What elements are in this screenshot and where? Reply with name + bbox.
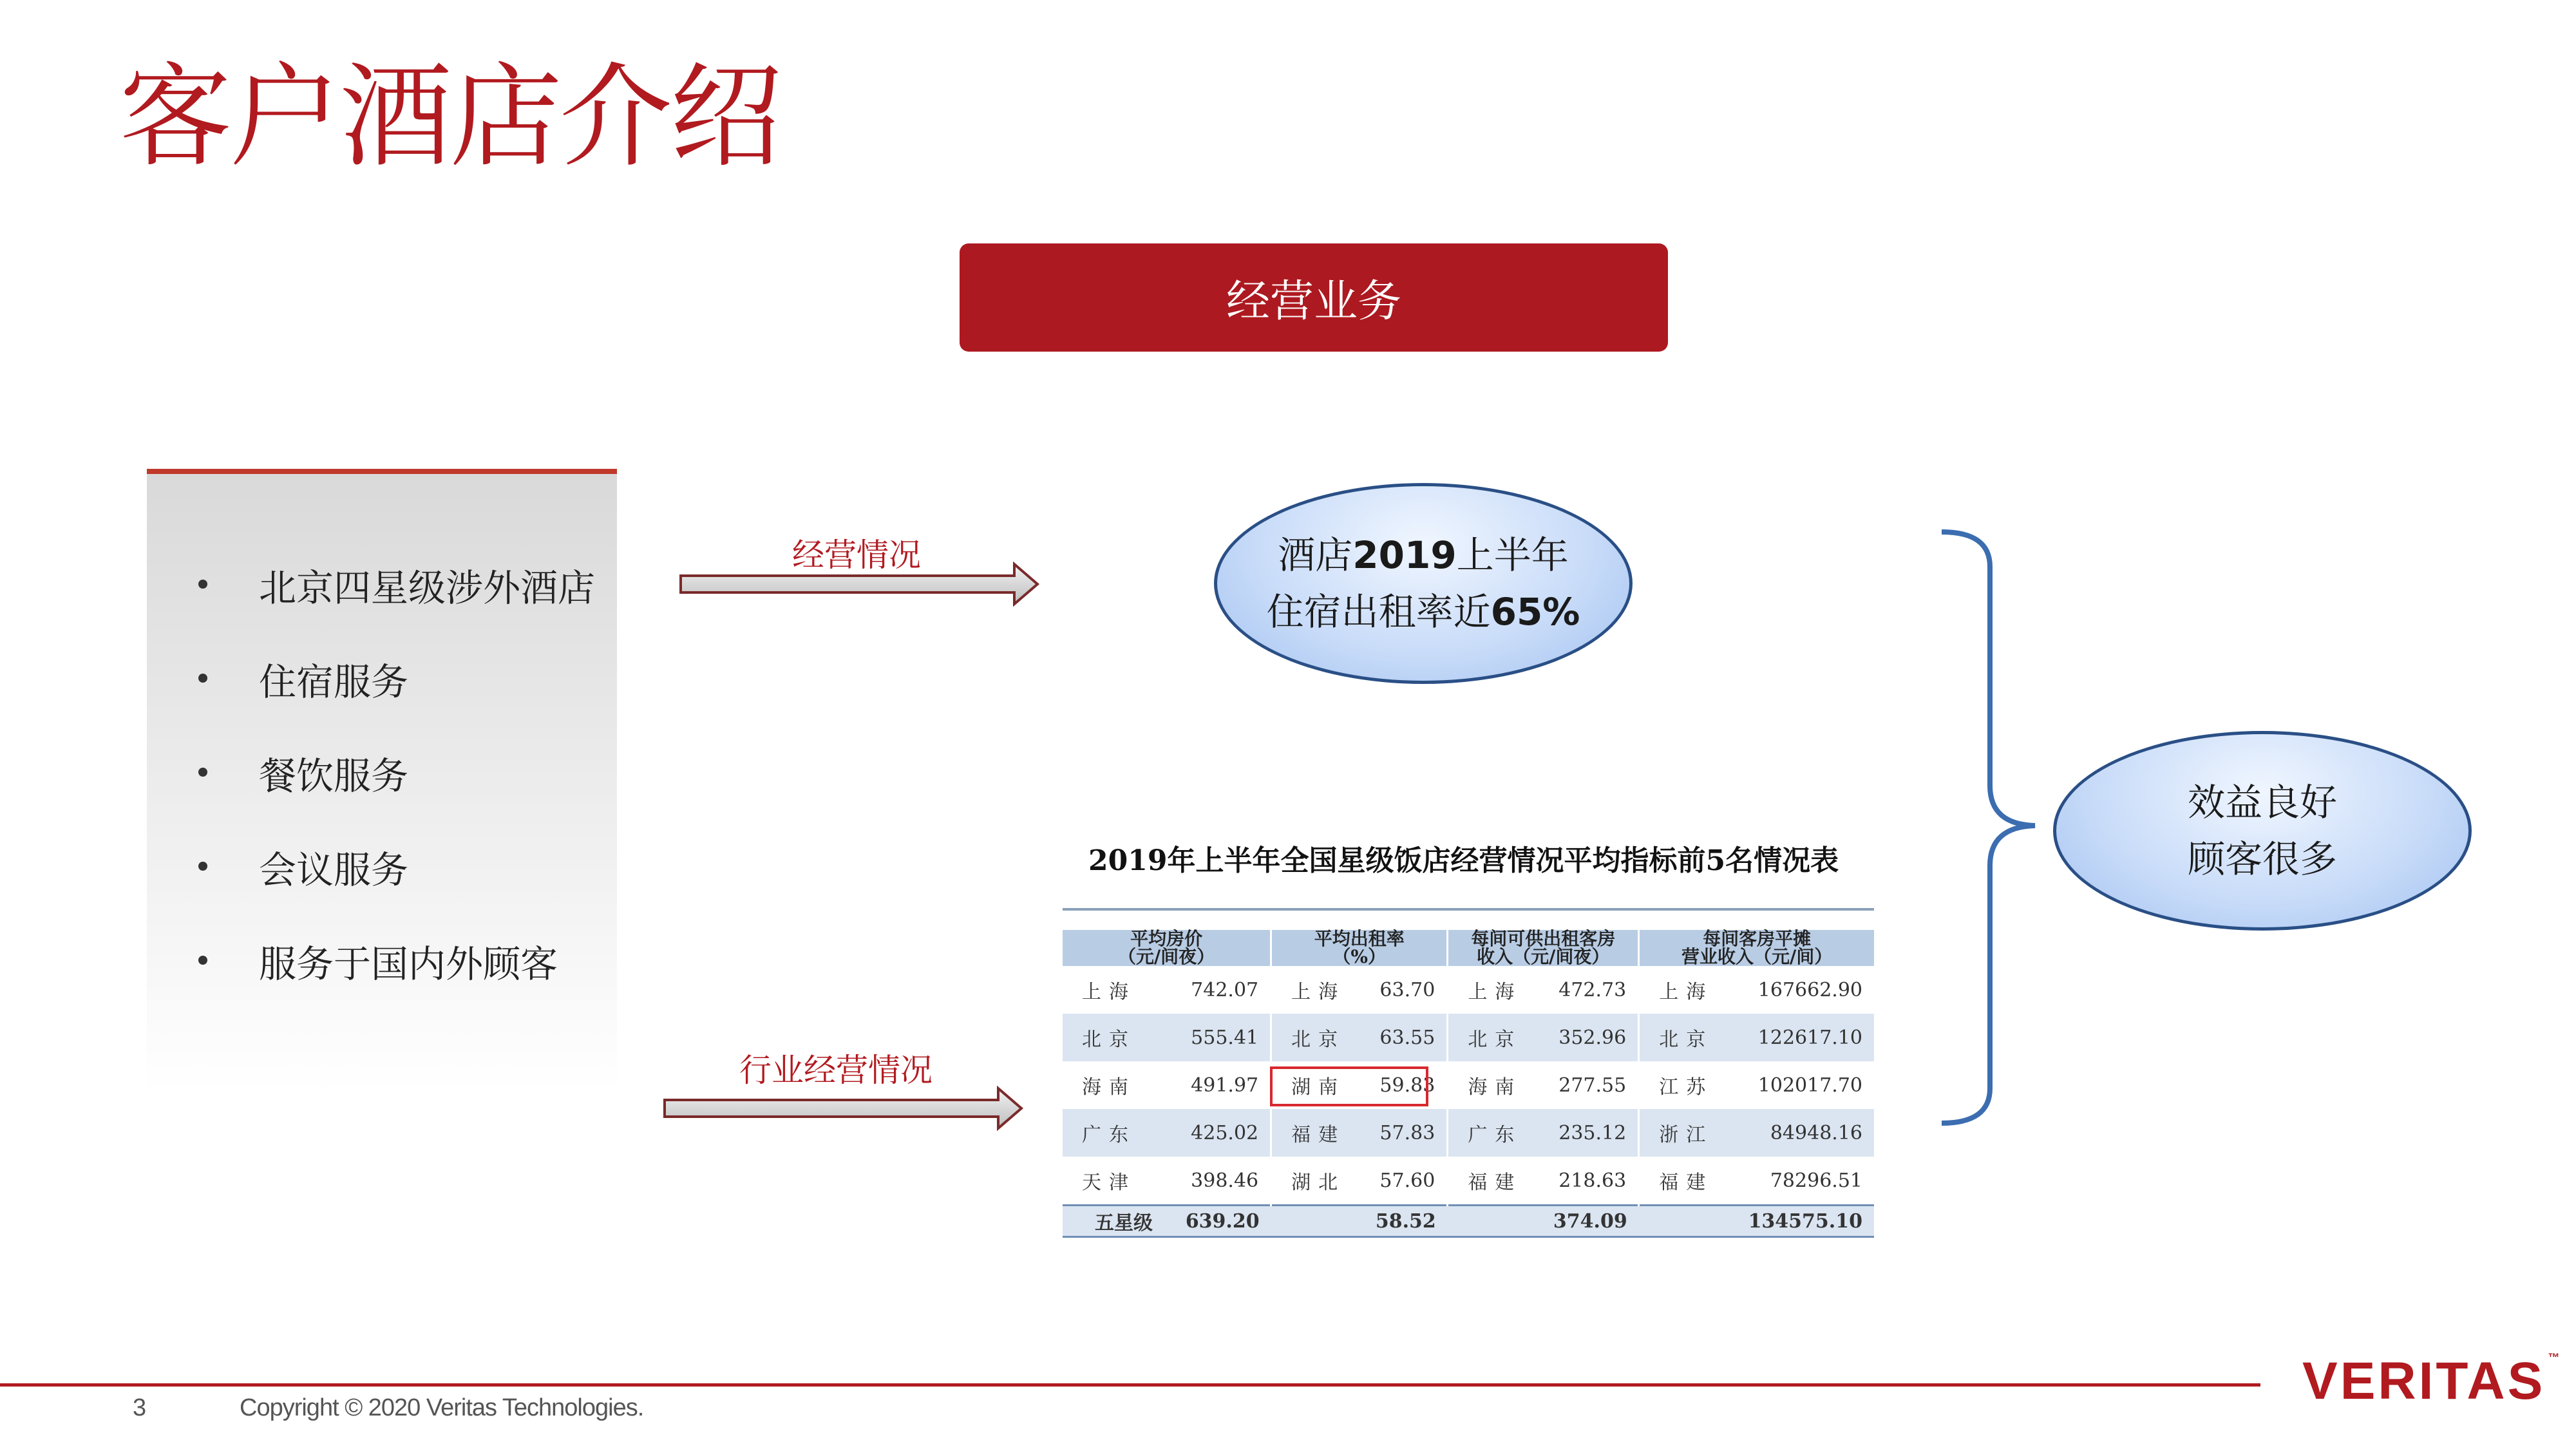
bottom-arrow-icon	[663, 1086, 1024, 1131]
right-brace-icon	[1938, 528, 2041, 1127]
table-row: 北京 555.41 北京 63.55 北京 352.96 北京 122617.10	[1063, 1014, 1874, 1061]
bullet-icon	[198, 956, 207, 965]
occupancy-line-2: 住宿出租率近65%	[1266, 590, 1580, 634]
industry-table	[1063, 930, 1874, 1238]
table-row: 上海 742.07 上海 63.70 上海 472.73 上海 167662.90	[1063, 966, 1874, 1014]
service-item: 服务于国内外顾客	[198, 934, 595, 1028]
service-item: 餐饮服务	[198, 746, 595, 840]
bullet-icon	[198, 580, 207, 589]
benefit-ellipse	[2053, 731, 2472, 931]
slide-title: 客户酒店介绍	[119, 52, 780, 183]
services-list	[198, 558, 595, 1028]
table-header-cell: 平均房价 （元/间夜）	[1063, 930, 1271, 966]
table-header-row	[1063, 930, 1874, 966]
bottom-arrow-label: 行业经营情况	[739, 1052, 933, 1089]
table-header-cell: 每间客房平摊 营业收入（元/间）	[1639, 930, 1874, 966]
bullet-icon	[198, 674, 207, 683]
table-row: 广东 425.02 福建 57.83 广东 235.12 浙江 84948.16	[1063, 1109, 1874, 1157]
bullet-icon	[198, 862, 207, 871]
copyright-text: Copyright © 2020 Veritas Technologies.	[240, 1394, 644, 1421]
occupancy-line-1: 酒店2019上半年	[1278, 533, 1569, 577]
industry-table-figure	[1063, 837, 1874, 1282]
section-banner	[960, 243, 1668, 352]
table-header-cell: 每间可供出租客房 收入（元/间夜）	[1448, 930, 1639, 966]
table-row: 天津 398.46 湖北 57.60 福建 218.63 福建 78296.51	[1063, 1157, 1874, 1206]
table-summary-row: 五星级 639.20 58.52 374.09 134575.10	[1063, 1206, 1874, 1237]
table-header-cell: 平均出租率 （%）	[1271, 930, 1448, 966]
top-arrow-label: 经营情况	[792, 536, 921, 574]
footer-divider	[0, 1383, 2260, 1387]
highlight-box	[1270, 1066, 1428, 1106]
top-arrow-icon	[679, 562, 1040, 607]
benefit-line-1: 效益良好	[2187, 781, 2337, 824]
page-number: 3	[133, 1394, 147, 1421]
bullet-icon	[198, 768, 207, 777]
veritas-logo: VERITAS ™	[2302, 1351, 2562, 1410]
table-caption: 2019年上半年全国星级饭店经营情况平均指标前5名情况表	[1088, 844, 1839, 877]
service-item: 会议服务	[198, 840, 595, 934]
service-item: 住宿服务	[198, 652, 595, 746]
banner-label: 经营业务	[1226, 276, 1401, 327]
services-panel	[147, 469, 617, 1092]
table-row: 海南 491.97 湖南 59.83 海南 277.55 江苏 102017.70	[1063, 1061, 1874, 1109]
table-top-rule	[1063, 908, 1874, 911]
service-item: 北京四星级涉外酒店	[198, 558, 595, 652]
benefit-line-2: 顾客很多	[2187, 837, 2337, 881]
occupancy-ellipse	[1214, 483, 1633, 684]
